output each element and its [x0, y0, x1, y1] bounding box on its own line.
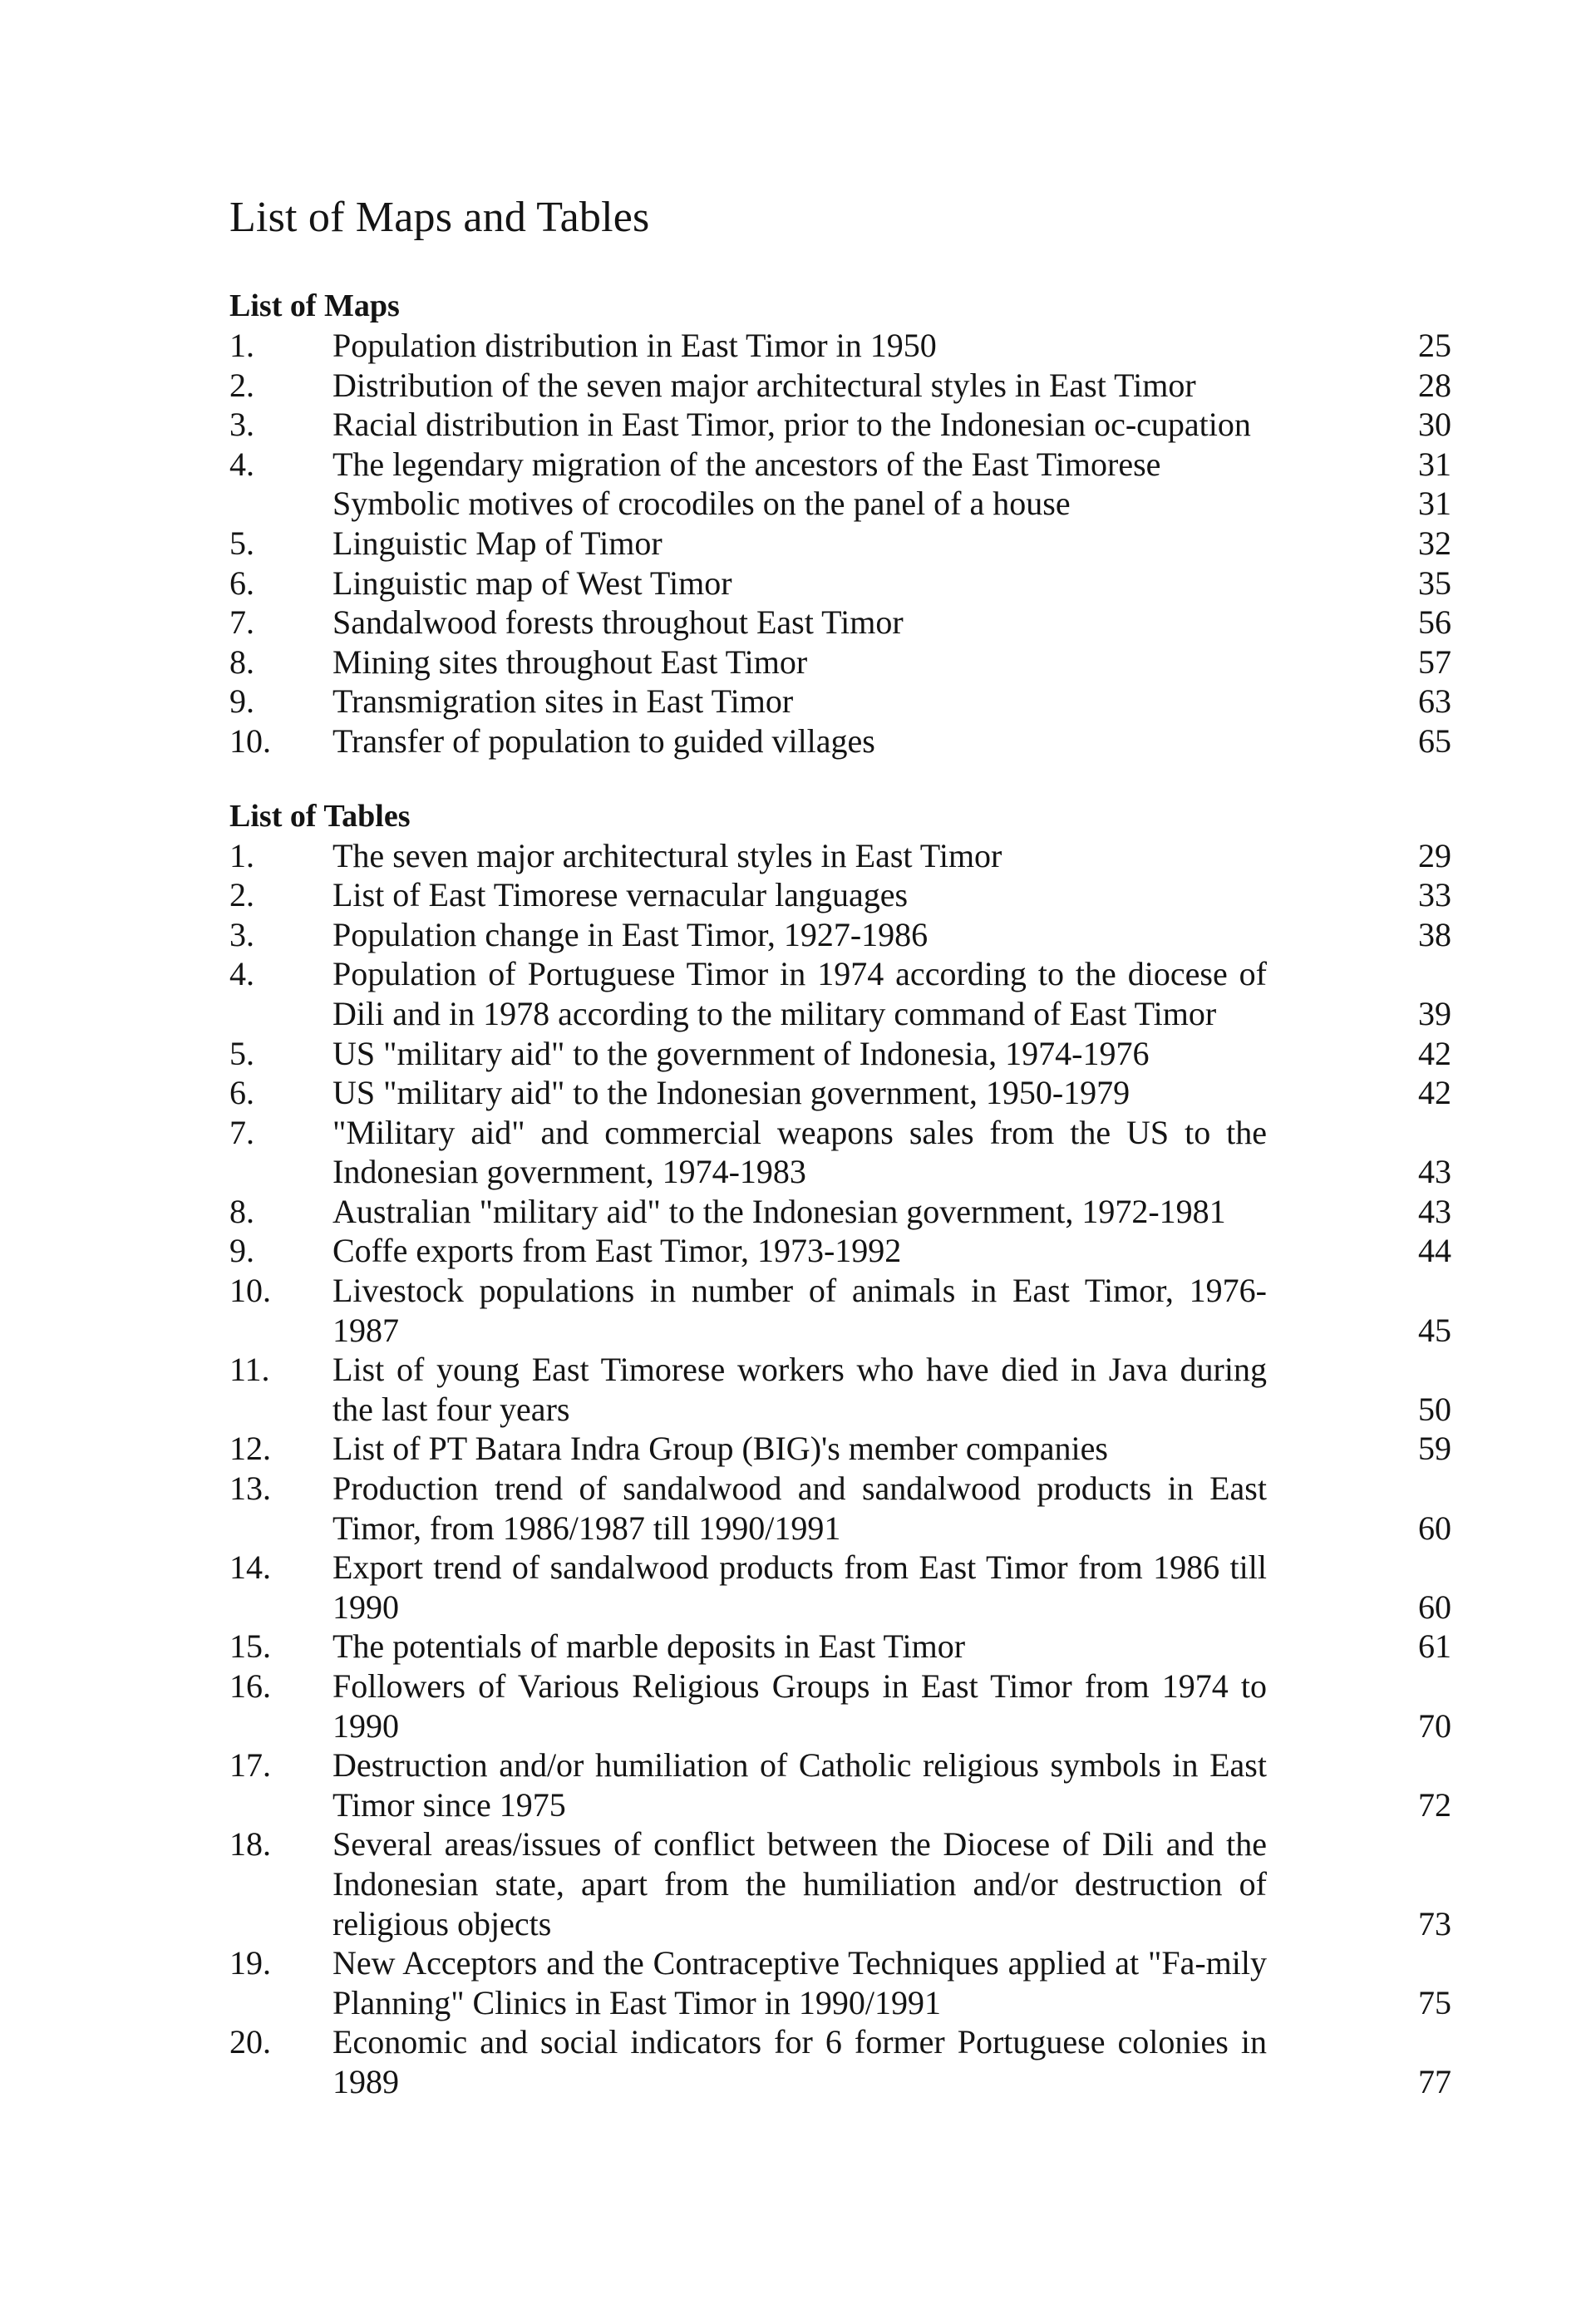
page-title: List of Maps and Tables	[229, 194, 650, 241]
maps-section-heading: List of Maps	[229, 288, 400, 323]
list-entry	[229, 1667, 1451, 1745]
entry-page-number: 72	[1418, 1785, 1451, 1824]
list-entry	[229, 721, 1451, 761]
entry-title: The seven major architectural styles in East Timor	[332, 836, 1002, 874]
entry-number: 13.	[229, 1470, 271, 1508]
entry-page-number: 43	[1418, 1153, 1451, 1191]
entry-number: 18.	[229, 1825, 271, 1864]
entry-number: 9.	[229, 1232, 254, 1270]
entry-number: 7.	[229, 1113, 254, 1151]
list-entry	[229, 524, 1451, 564]
entry-page-number: 35	[1418, 564, 1451, 602]
list-entry	[229, 1034, 1451, 1074]
entry-page-number: 31	[1418, 445, 1451, 483]
entry-number: 6.	[229, 1074, 254, 1112]
entry-title: US "military aid" to the Indonesian government, 1950-1979	[332, 1074, 1130, 1112]
list-entry	[229, 1073, 1451, 1113]
entry-title: List of East Timorese vernacular languages	[332, 876, 909, 914]
entry-title: Followers of Various Religious Groups in East Timor from 1974 to 1990	[332, 1667, 1267, 1745]
entry-page-number: 57	[1418, 643, 1451, 681]
entry-page-number: 45	[1418, 1311, 1451, 1349]
entry-page-number: 70	[1418, 1706, 1451, 1745]
entry-number: 7.	[229, 603, 254, 642]
list-entry	[229, 1350, 1451, 1429]
list-entry	[229, 564, 1451, 603]
list-entry	[229, 1627, 1451, 1667]
list-entry	[229, 445, 1451, 485]
entry-title: Coffe exports from East Timor, 1973-1992	[332, 1232, 902, 1270]
entry-title: US "military aid" to the government of Indonesia, 1974-1976	[332, 1034, 1150, 1072]
maps-list	[229, 326, 1451, 761]
entry-number: 16.	[229, 1667, 271, 1705]
entry-number: 4.	[229, 445, 254, 483]
entry-number: 8.	[229, 643, 254, 681]
entry-page-number: 32	[1418, 524, 1451, 562]
entry-title: Transfer of population to guided villages	[332, 721, 875, 760]
entry-page-number: 50	[1418, 1390, 1451, 1428]
entry-title: Linguistic map of West Timor	[332, 564, 732, 602]
list-entry	[229, 326, 1451, 366]
entry-number: 5.	[229, 1034, 254, 1072]
entry-title: New Acceptors and the Contraceptive Techniques applied at "Fa-mily Planning" Clinics in East Timor in 1990/1991	[332, 1944, 1267, 2021]
entry-title: Destruction and/or humiliation of Catholic religious symbols in East Timor since 1975	[332, 1746, 1267, 1824]
entry-title: Livestock populations in number of animals in East Timor, 1976-1987	[332, 1272, 1267, 1349]
entry-number: 12.	[229, 1430, 271, 1468]
list-entry	[229, 1429, 1451, 1469]
entry-number: 20.	[229, 2023, 271, 2061]
entry-number: 3.	[229, 915, 254, 953]
list-entry	[229, 603, 1451, 643]
entry-title: Export trend of sandalwood products from East Timor from 1986 till 1990	[332, 1548, 1267, 1626]
list-entry	[229, 1113, 1451, 1192]
entry-title: Australian "military aid" to the Indonesian government, 1972-1981	[332, 1192, 1226, 1230]
entry-number: 14.	[229, 1548, 271, 1587]
entry-title: List of young East Timorese workers who have died in Java during the last four years	[332, 1351, 1267, 1428]
entry-number: 15.	[229, 1627, 271, 1666]
entry-title: Distribution of the seven major architectural styles in East Timor	[332, 366, 1196, 404]
maps-section	[229, 286, 1451, 761]
list-entry	[229, 2022, 1451, 2101]
entry-title: Several areas/issues of conflict between the Diocese of Dili and the Indonesian state, apart from the humiliation and/or destruction of religious objects	[332, 1825, 1267, 1942]
entry-page-number: 75	[1418, 1983, 1451, 2021]
entry-page-number: 28	[1418, 366, 1451, 404]
entry-number: 8.	[229, 1192, 254, 1230]
list-entry	[229, 1469, 1451, 1548]
entry-title: Racial distribution in East Timor, prior to the Indonesian oc-cupation	[332, 406, 1251, 444]
list-entry	[229, 915, 1451, 955]
entry-page-number: 31	[1418, 485, 1451, 523]
entry-title: Population distribution in East Timor in 1950	[332, 327, 937, 364]
entry-page-number: 65	[1418, 721, 1451, 760]
entry-title: The potentials of marble deposits in East Timor	[332, 1627, 966, 1666]
entry-number: 19.	[229, 1944, 271, 1982]
list-entry	[229, 875, 1451, 915]
list-entry	[229, 1548, 1451, 1627]
list-entry	[229, 954, 1451, 1033]
entry-number: 10.	[229, 1272, 271, 1310]
list-entry	[229, 836, 1451, 876]
entry-number: 11.	[229, 1351, 270, 1389]
entry-title: Mining sites throughout East Timor	[332, 643, 808, 681]
entry-number: 2.	[229, 366, 254, 404]
list-entry	[229, 1943, 1451, 2022]
entry-page-number: 43	[1418, 1192, 1451, 1230]
entry-page-number: 42	[1418, 1034, 1451, 1072]
entry-title: Linguistic Map of Timor	[332, 524, 663, 562]
entry-number: 9.	[229, 682, 254, 721]
entry-page-number: 33	[1418, 876, 1451, 914]
entry-title: Symbolic motives of crocodiles on the panel of a house	[332, 485, 1071, 523]
list-entry	[229, 484, 1451, 524]
list-entry	[229, 405, 1451, 445]
entry-title: Population of Portuguese Timor in 1974 according to the diocese of Dili and in 1978 according to the military command of East Timor	[332, 955, 1267, 1032]
entry-page-number: 25	[1418, 327, 1451, 364]
entry-page-number: 39	[1418, 994, 1451, 1032]
entry-title: Sandalwood forests throughout East Timor	[332, 603, 904, 642]
entry-number: 1.	[229, 327, 254, 364]
list-entry	[229, 1271, 1451, 1350]
entry-number: 3.	[229, 406, 254, 444]
entry-page-number: 59	[1418, 1430, 1451, 1468]
entry-title: Production trend of sandalwood and sandalwood products in East Timor, from 1986/1987 till 1990/1991	[332, 1470, 1267, 1547]
entry-page-number: 63	[1418, 682, 1451, 721]
entry-title: "Military aid" and commercial weapons sales from the US to the Indonesian government, 1974-1983	[332, 1113, 1267, 1191]
list-entry	[229, 1745, 1451, 1824]
entry-page-number: 73	[1418, 1904, 1451, 1942]
list-entry	[229, 366, 1451, 406]
entry-page-number: 61	[1418, 1627, 1451, 1666]
list-entry	[229, 1192, 1451, 1232]
entry-number: 10.	[229, 721, 271, 760]
entry-page-number: 38	[1418, 915, 1451, 953]
entry-page-number: 56	[1418, 603, 1451, 642]
list-entry	[229, 643, 1451, 682]
tables-list	[229, 836, 1451, 2102]
entry-number: 17.	[229, 1746, 271, 1785]
list-of-maps-and-tables-page	[229, 191, 1451, 2102]
entry-number: 2.	[229, 876, 254, 914]
entry-number: 1.	[229, 836, 254, 874]
entry-page-number: 60	[1418, 1588, 1451, 1626]
tables-section-heading: List of Tables	[229, 798, 411, 834]
list-entry	[229, 1824, 1451, 1943]
list-entry	[229, 1231, 1451, 1271]
entry-page-number: 44	[1418, 1232, 1451, 1270]
entry-number: 6.	[229, 564, 254, 602]
entry-title: Economic and social indicators for 6 former Portuguese colonies in 1989	[332, 2023, 1267, 2100]
entry-title: The legendary migration of the ancestors of the East Timorese	[332, 445, 1161, 483]
tables-section	[229, 796, 1451, 2102]
entry-number: 4.	[229, 955, 254, 993]
entry-page-number: 60	[1418, 1509, 1451, 1547]
entry-page-number: 77	[1418, 2062, 1451, 2100]
entry-page-number: 29	[1418, 836, 1451, 874]
entry-number: 5.	[229, 524, 254, 562]
entry-title: List of PT Batara Indra Group (BIG)'s member companies	[332, 1430, 1108, 1468]
entry-title: Population change in East Timor, 1927-1986	[332, 915, 929, 953]
entry-page-number: 42	[1418, 1074, 1451, 1112]
list-entry	[229, 682, 1451, 721]
entry-title: Transmigration sites in East Timor	[332, 682, 794, 721]
entry-page-number: 30	[1418, 406, 1451, 444]
